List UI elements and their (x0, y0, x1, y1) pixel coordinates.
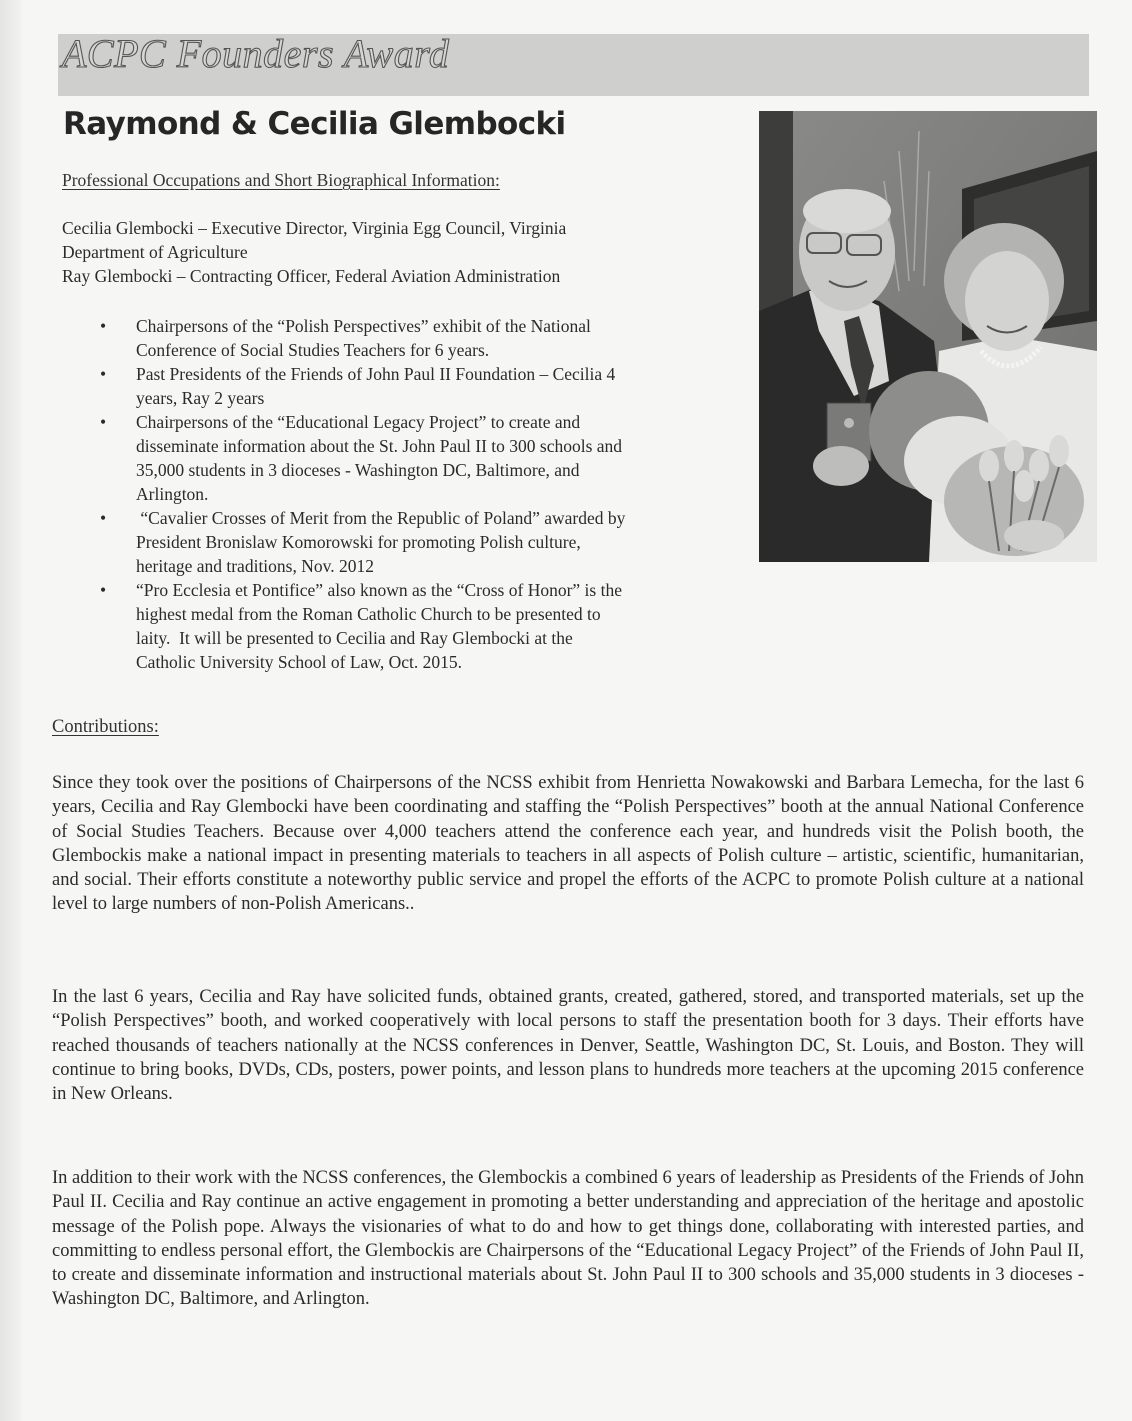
bullet-icon: • (100, 412, 107, 432)
achievement-line: Conference of Social Studies Teachers for 6 years. (136, 340, 490, 360)
bullet-icon: • (100, 580, 107, 600)
achievement-line: highest medal from the Roman Catholic Church to be presented to (136, 604, 601, 624)
achievement-item (96, 578, 736, 674)
achievements-list (96, 314, 736, 674)
photo-illustration-icon (759, 111, 1097, 562)
contribution-paragraph: In addition to their work with the NCSS conferences, the Glembockis a combined 6 years of leadership as Presidents of the Friends of John Paul II. Cecilia and Ray continue an active engagement in promoting a better understanding and appreciation of the heritage and apostolic message of the Polish pope. Always the visionaries of what to do and how to get things done, collaborating with interested parties, and committing to endless personal effort, the Glembockis are Chairpersons of the “Educational Legacy Project” of the Friends of John Paul II, to create and disseminate information and instructional materials about St. John Paul II to 300 schools and 35,000 students in 3 dioceses - Washington DC, Baltimore, and Arlington. (52, 1168, 1084, 1310)
bullet-icon: • (100, 508, 107, 528)
achievement-line: “Pro Ecclesia et Pontifice” also known as the “Cross of Honor” is the (136, 580, 622, 600)
achievement-line: President Bronislaw Komorowski for promoting Polish culture, (136, 532, 581, 552)
bio-section-label: Professional Occupations and Short Biographical Information: (62, 170, 500, 190)
occupation-line: Ray Glembocki – Contracting Officer, Federal Aviation Administration (62, 266, 561, 286)
achievement-line: Arlington. (136, 484, 209, 504)
bullet-icon: • (100, 364, 107, 384)
honorees-name: Raymond & Cecilia Glembocki (63, 106, 566, 142)
achievement-line: Chairpersons of the “Educational Legacy Project” to create and (136, 412, 581, 432)
achievement-item (96, 362, 736, 410)
bullet-icon: • (100, 316, 107, 336)
achievement-line: Past Presidents of the Friends of John Paul II Foundation – Cecilia 4 (136, 364, 616, 384)
contribution-paragraph: In the last 6 years, Cecilia and Ray have solicited funds, obtained grants, created, gathered, stored, and transported materials, set up the “Polish Perspectives” booth, and worked cooperatively with local persons to staff the presentation booth for 3 days. Their efforts have reached thousands of teachers nationally at the NCSS conferences in Denver, Seattle, Washington DC, St. Louis, and Boston. They will continue to bring books, DVDs, CDs, posters, power points, and lesson plans to hundreds more teachers at the upcoming 2015 conference in New Orleans. (52, 987, 1084, 1105)
achievement-item (96, 506, 736, 578)
scan-edge-shadow (0, 0, 22, 1421)
contributions-section-label: Contributions: (52, 717, 159, 737)
occupation-line: Cecilia Glembocki – Executive Director, Virginia Egg Council, Virginia (62, 218, 567, 238)
achievement-line: disseminate information about the St. John Paul II to 300 schools and (136, 436, 623, 456)
honorees-photo (759, 111, 1097, 562)
contribution-paragraph: Since they took over the positions of Chairpersons of the NCSS exhibit from Henrietta Nowakowski and Barbara Lemecha, for the last 6 years, Cecilia and Ray Glembocki have been coordinating and staffing the “Polish Perspectives” booth at the annual National Conference of Social Studies Teachers. Because over 4,000 teachers attend the conference each year, and hundreds visit the Polish booth, the Glembockis make a national impact in presenting materials to teachers in all aspects of Polish culture – artistic, scientific, humanitarian, and social. Their efforts constitute a noteworthy public service and propel the efforts of the ACPC to promote Polish culture at a national level to large numbers of non-Polish Americans.. (52, 773, 1084, 915)
achievement-line: heritage and traditions, Nov. 2012 (136, 556, 374, 576)
achievement-item (96, 314, 736, 362)
achievement-line: laity. It will be presented to Cecilia and Ray Glembocki at the (136, 628, 573, 648)
award-header-band (58, 31, 1089, 96)
occupation-line: Department of Agriculture (62, 242, 248, 262)
occupations-block (62, 216, 722, 288)
achievement-line: “Cavalier Crosses of Merit from the Republic of Poland” awarded by (136, 508, 626, 528)
achievement-item (96, 410, 736, 506)
achievement-line: 35,000 students in 3 dioceses - Washington DC, Baltimore, and (136, 460, 580, 480)
award-title: ACPC Founders Award (62, 31, 450, 76)
achievement-line: years, Ray 2 years (136, 388, 265, 408)
achievement-line: Chairpersons of the “Polish Perspectives” exhibit of the National (136, 316, 591, 336)
achievement-line: Catholic University School of Law, Oct. 2015. (136, 652, 462, 672)
